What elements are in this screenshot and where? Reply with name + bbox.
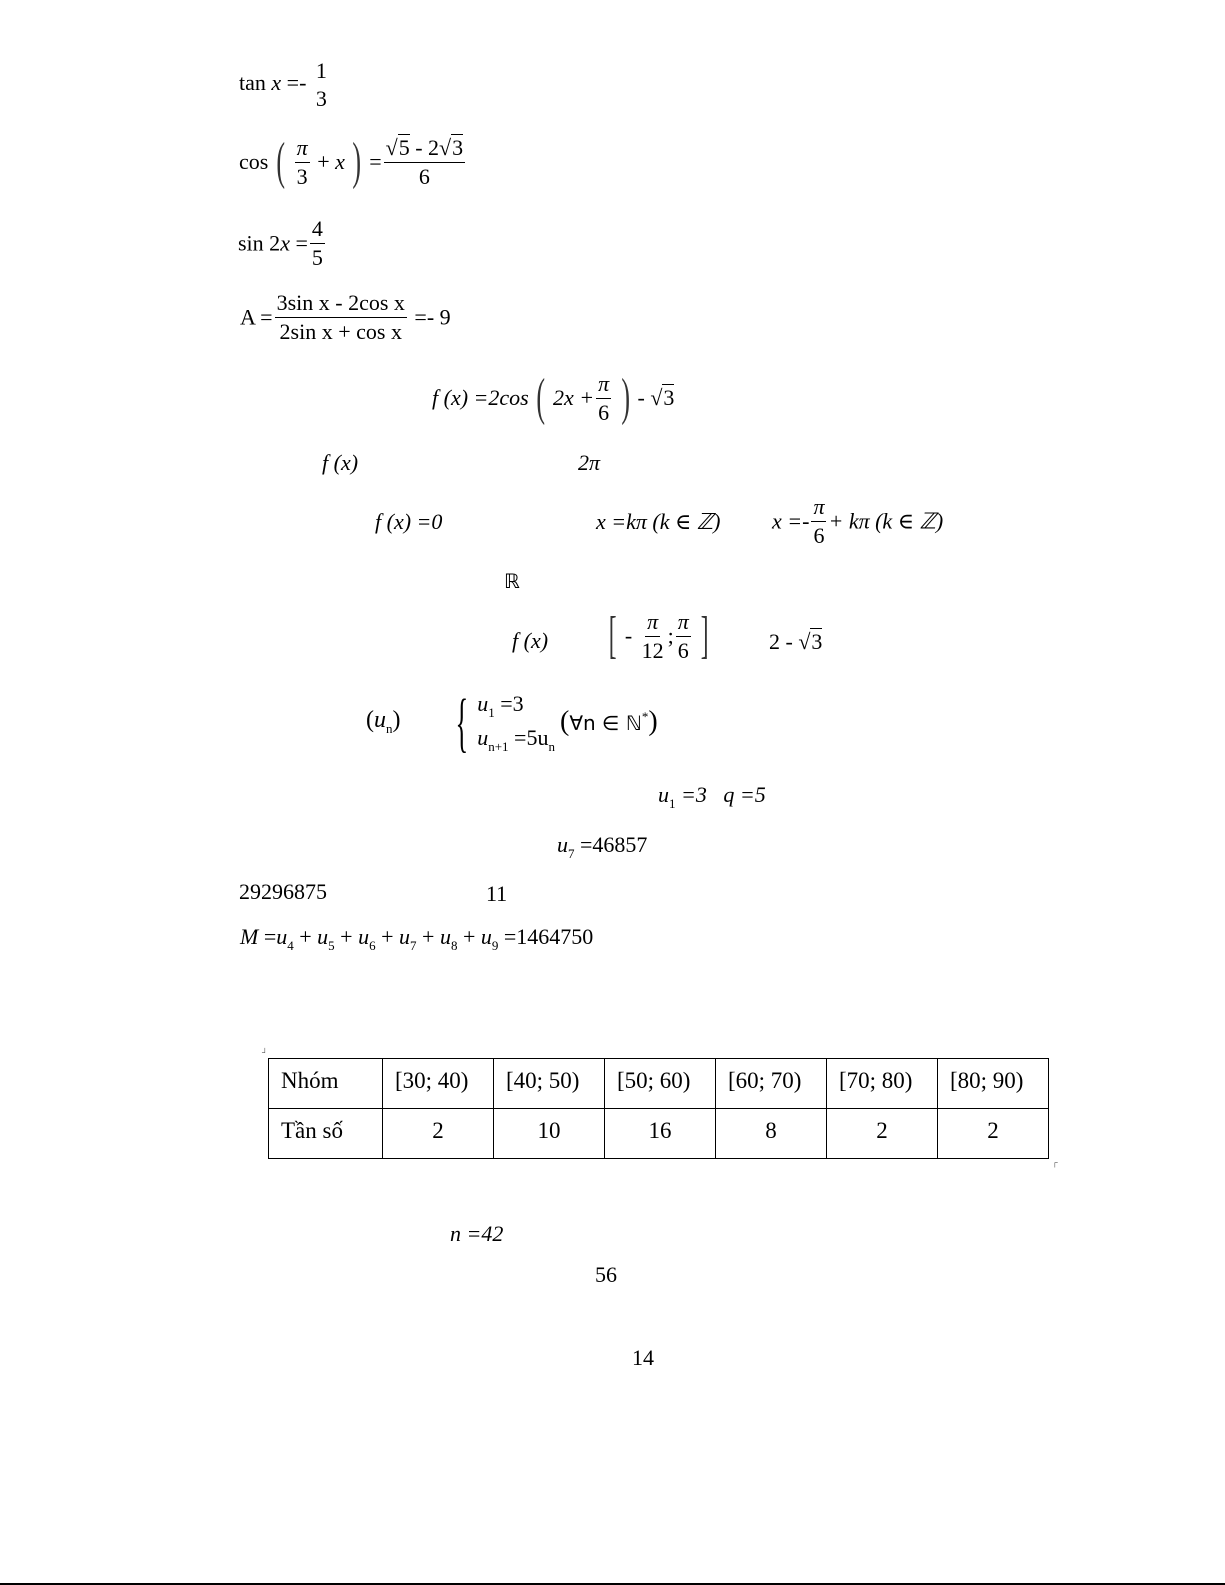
table-cell-frequency: 10 xyxy=(494,1109,605,1159)
f-x-label-2: f (x) xyxy=(512,628,549,653)
eq-A: A = $\frac{\text{3sin x - 2cos x}}{\text{2sin x + cos x}}$ =- 9 xyxy=(240,290,451,344)
f-x-label: f (x) xyxy=(322,450,359,475)
frequency-table xyxy=(268,1058,1049,1159)
eq-cos: cos ( $\frac{\pi}{3}$ + x ) = $\frac{√5 - 2√3}{6}$ xyxy=(239,133,464,190)
n-equals-42: n =42 xyxy=(450,1221,504,1246)
table-end-mark: ┌ xyxy=(1052,1158,1058,1167)
number-29296875: 29296875 xyxy=(239,879,327,904)
table-cell-frequency: 2 xyxy=(827,1109,938,1159)
interval: [ - $\frac{\pi}{12}$ ; $\frac{\pi}{6}$ ] xyxy=(608,607,709,664)
sequence-system: { $u_1 =3$ $u_{n+1} =5u_n$ xyxy=(455,686,555,759)
table-cell-group: [30; 40) xyxy=(383,1059,494,1109)
forall-condition: (∀n ∈ ℕ*) xyxy=(560,706,658,737)
eq-tan: tan x =- 1 3 xyxy=(239,58,327,111)
sum-M: $M =u_4 + u_5 + u_6 + u_7 + u_8 + u_9 =1464750$ xyxy=(240,924,594,953)
table-cell-group: [50; 60) xyxy=(605,1059,716,1109)
u7-value: $u_7 =46857$ xyxy=(557,832,648,861)
solution-1: x =kπ (k ∈ ℤ) xyxy=(596,509,721,534)
number-56: 56 xyxy=(595,1262,617,1287)
table-anchor-mark: ┘ xyxy=(262,1048,268,1057)
eq-f-definition: f (x) =2cos ( 2x + $\frac{\pi}{6}$ ) - √3 xyxy=(432,369,675,426)
number-11: 11 xyxy=(486,881,508,906)
table-cell-frequency: 2 xyxy=(383,1109,494,1159)
table-cell-frequency: 2 xyxy=(938,1109,1049,1159)
table-row-frequency xyxy=(269,1109,1049,1159)
eq-f-zero: f (x) =0 xyxy=(375,509,443,534)
sequence-un: $(u_n)$ xyxy=(366,707,401,736)
table-header-nhom: Nhóm xyxy=(269,1059,383,1109)
table-cell-group: [70; 80) xyxy=(827,1059,938,1109)
two-pi: 2π xyxy=(578,450,601,475)
table-cell-frequency: 16 xyxy=(605,1109,716,1159)
min-value: 2 - √3 xyxy=(769,629,823,654)
table-cell-group: [80; 90) xyxy=(938,1059,1049,1109)
number-14: 14 xyxy=(632,1345,654,1370)
table-cell-group: [60; 70) xyxy=(716,1059,827,1109)
table-cell-group: [40; 50) xyxy=(494,1059,605,1109)
real-set-symbol: ℝ xyxy=(504,569,520,593)
solution-2: x =- $\frac{\pi}{6}$ + kπ (k ∈ ℤ) xyxy=(772,494,944,548)
table-header-tan-so: Tần số xyxy=(269,1109,383,1159)
eq-sin2x: sin 2x = $\frac{4}{5}$ xyxy=(238,216,323,270)
table-row-groups xyxy=(269,1059,1049,1109)
u1-q: $u_1 =3$ q =5 xyxy=(658,782,766,811)
table-cell-frequency: 8 xyxy=(716,1109,827,1159)
